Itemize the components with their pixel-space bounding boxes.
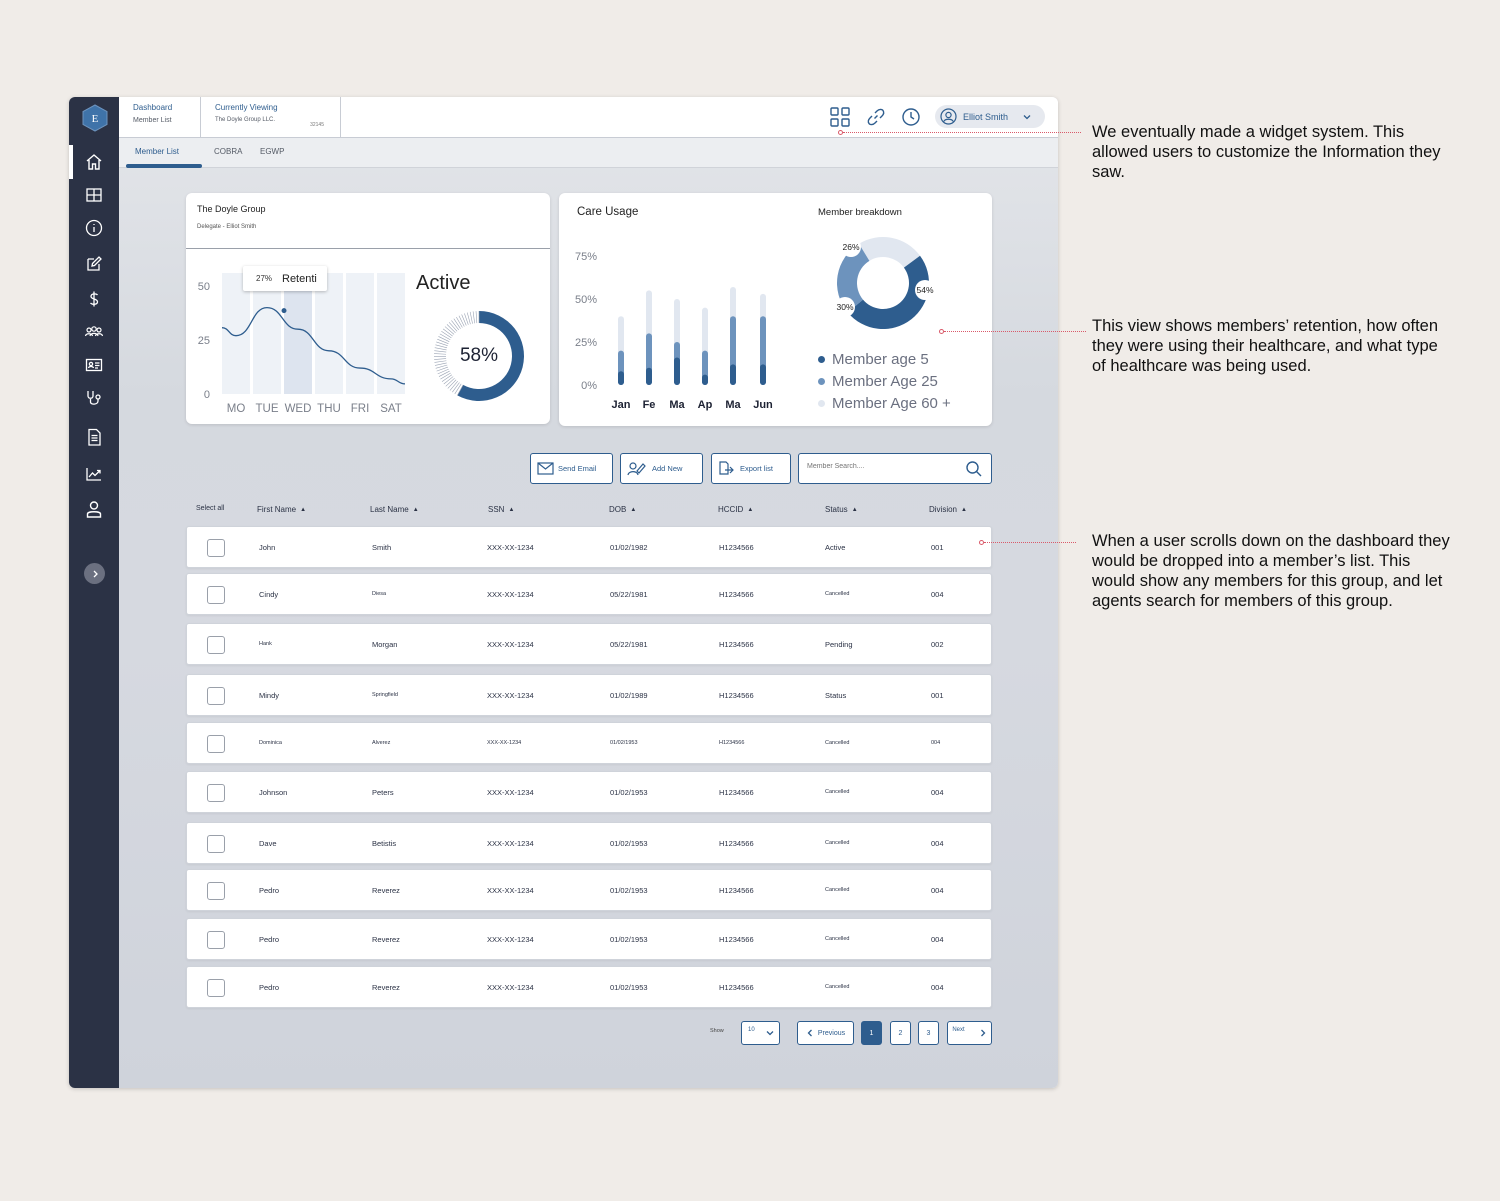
cell-dob: 01/02/1953 <box>610 740 638 746</box>
inactive-hatch <box>446 378 455 386</box>
table-row[interactable] <box>186 771 992 813</box>
cell-dob: 01/02/1989 <box>610 691 648 700</box>
breakdown-legend <box>818 348 951 414</box>
select-all[interactable]: Select all <box>196 505 225 512</box>
y-tick-label: 0% <box>581 380 597 392</box>
annotation-widgets: We eventually made a widget system. This allowed users to customize the Information they saw. <box>1092 123 1441 181</box>
chevron-right-icon <box>979 1028 987 1038</box>
cell-first-name: John <box>259 543 276 552</box>
row-checkbox[interactable] <box>207 586 225 604</box>
user-menu[interactable] <box>935 105 1045 128</box>
legend-item <box>818 392 951 414</box>
table-row[interactable] <box>186 918 992 960</box>
row-checkbox[interactable] <box>207 735 225 753</box>
legend-dot <box>818 400 825 407</box>
cell-ssn: XXX-XX-1234 <box>487 543 534 552</box>
cell-ssn: XXX-XX-1234 <box>487 590 534 599</box>
table-row[interactable] <box>186 966 992 1008</box>
col-last-name[interactable] <box>370 505 419 514</box>
document-icon[interactable] <box>82 425 106 449</box>
chevron-right-icon <box>90 569 100 579</box>
grid-icon[interactable] <box>82 183 106 207</box>
sort-icon: ▲︎ <box>300 506 307 513</box>
month-label: Jun <box>753 399 773 411</box>
breadcrumb-dashboard[interactable] <box>119 97 201 138</box>
breadcrumb-currently-viewing[interactable] <box>201 97 341 138</box>
cell-ssn: XXX-XX-1234 <box>487 788 534 797</box>
care-usage-title: Care Usage <box>577 206 639 218</box>
month-label: Ma <box>725 399 741 411</box>
stethoscope-icon[interactable] <box>82 386 106 410</box>
member-search[interactable] <box>798 453 992 484</box>
add-user-icon <box>627 461 646 476</box>
cell-hccid: H1234566 <box>719 640 754 649</box>
add-new-button[interactable] <box>620 453 703 484</box>
care-usage-widget[interactable] <box>559 193 992 426</box>
user-icon[interactable] <box>82 497 106 521</box>
cell-hccid: H1234566 <box>719 788 754 797</box>
avatar <box>940 108 957 125</box>
cell-first-name: Mindy <box>259 691 280 700</box>
search-icon[interactable] <box>965 460 983 478</box>
inactive-hatch <box>450 381 458 390</box>
cell-last-name: Reverez <box>372 935 400 944</box>
row-checkbox[interactable] <box>207 539 225 557</box>
export-icon <box>718 461 734 476</box>
chevron-down-icon <box>765 1028 775 1038</box>
col-hccid[interactable] <box>718 505 753 514</box>
month-label: Jan <box>611 399 631 411</box>
y-tick-label: 25 <box>197 335 210 347</box>
group-icon[interactable] <box>82 320 106 344</box>
cell-division: 002 <box>931 640 944 649</box>
chevron-down-icon <box>1022 112 1032 122</box>
per-page-value: 10 <box>748 1027 755 1033</box>
cell-division: 004 <box>931 886 944 895</box>
month-label: Ap <box>697 399 713 411</box>
sort-icon: ▲︎ <box>630 506 637 513</box>
row-checkbox[interactable] <box>207 882 225 900</box>
tab-member-list[interactable]: Member List <box>135 147 180 156</box>
info-icon[interactable] <box>82 216 106 240</box>
row-checkbox[interactable] <box>207 979 225 997</box>
cell-status: Cancelled <box>825 591 850 597</box>
inactive-hatch <box>459 316 464 327</box>
cell-status: Cancelled <box>825 887 850 893</box>
history-icon[interactable] <box>899 105 923 129</box>
cell-division: 001 <box>931 543 944 552</box>
mail-icon <box>537 462 554 475</box>
id-card-icon[interactable] <box>82 353 106 377</box>
column-label: HCCID <box>718 505 744 514</box>
row-checkbox[interactable] <box>207 636 225 654</box>
chevron-left-icon <box>806 1028 814 1038</box>
care-bar-dark <box>618 371 624 385</box>
main-content <box>119 97 1058 1088</box>
retention-column <box>315 273 343 394</box>
legend-dot <box>818 378 825 385</box>
legend-item <box>818 348 951 370</box>
inactive-hatch <box>443 329 453 336</box>
export-list-button[interactable] <box>711 453 791 484</box>
legend-label: Member Age 60 + <box>832 394 951 412</box>
cell-hccid: H1234566 <box>719 543 754 552</box>
cell-last-name: Diesa <box>372 591 387 597</box>
breakdown-label: 54% <box>916 285 934 295</box>
tooltip-value: 27% <box>256 274 273 283</box>
row-checkbox[interactable] <box>207 784 225 802</box>
tab-egwp[interactable]: EGWP <box>260 147 285 156</box>
tab-cobra[interactable]: COBRA <box>214 147 243 156</box>
nav-active-indicator <box>69 145 73 179</box>
annotation-connector <box>944 331 1086 332</box>
cell-first-name: Dave <box>259 839 277 848</box>
column-label: Division <box>929 505 958 514</box>
inactive-hatch <box>452 383 459 393</box>
cell-ssn: XXX-XX-1234 <box>487 886 534 895</box>
inactive-hatch <box>444 377 453 384</box>
cell-ssn: XXX-XX-1234 <box>487 640 534 649</box>
cell-hccid: H1234566 <box>719 590 754 599</box>
cell-status: Cancelled <box>825 984 850 990</box>
cell-status: Pending <box>825 640 853 649</box>
cell-first-name: Pedro <box>259 935 280 944</box>
legend-label: Member Age 25 <box>832 372 938 390</box>
cell-last-name: Reverez <box>372 886 400 895</box>
sort-icon: ▲︎ <box>747 506 754 513</box>
user-name: Elliot Smith <box>963 111 1009 122</box>
breakdown-title: Member breakdown <box>818 207 902 218</box>
cell-ssn: XXX-XX-1234 <box>487 691 534 700</box>
cell-last-name: Springfield <box>372 692 398 698</box>
cell-hccid: H1234566 <box>719 691 754 700</box>
analytics-icon[interactable] <box>82 462 106 486</box>
subtabs <box>119 138 1058 168</box>
tooltip-label: Retenti <box>282 273 317 285</box>
breadcrumb-subtitle: The Doyle Group LLC. <box>215 117 276 123</box>
cell-status: Cancelled <box>825 740 850 746</box>
active-label: Active <box>416 272 471 294</box>
care-bar-dark <box>730 364 736 385</box>
cell-dob: 01/02/1953 <box>610 886 648 895</box>
row-checkbox[interactable] <box>207 687 225 705</box>
retention-tooltip <box>243 266 327 291</box>
link-icon[interactable] <box>864 105 888 129</box>
cell-dob: 01/02/1953 <box>610 788 648 797</box>
cell-ssn: XXX-XX-1234 <box>487 935 534 944</box>
annotation-connector <box>843 132 1081 133</box>
sort-icon: ▲︎ <box>961 506 967 513</box>
inactive-hatch <box>454 319 461 329</box>
inactive-hatch <box>456 317 462 327</box>
logo-letter: E <box>91 113 99 125</box>
inactive-hatch <box>449 322 457 331</box>
day-label: TUE <box>255 403 279 415</box>
page-3-button[interactable]: 3 <box>918 1021 939 1045</box>
previous-label: Previous <box>817 1029 846 1037</box>
inactive-hatch <box>448 380 456 389</box>
legend-dot <box>818 356 825 363</box>
breadcrumb-title: Dashboard <box>133 103 173 112</box>
column-label: Last Name <box>370 505 409 514</box>
sort-icon: ▲︎ <box>508 506 515 513</box>
logo[interactable] <box>82 104 108 132</box>
breadcrumb-title: Currently Viewing <box>215 103 278 112</box>
cell-last-name: Peters <box>372 788 394 797</box>
cell-status: Cancelled <box>825 936 850 942</box>
retention-column <box>377 273 405 394</box>
annotation-member-list: When a user scrolls down on the dashboard they would be dropped into a member’s list. This would show any members for this group, and let agents search for members of this group. <box>1092 532 1450 610</box>
cell-ssn: XXX-XX-1234 <box>487 983 534 992</box>
export-list-label: Export list <box>740 464 773 473</box>
inactive-hatch <box>440 334 450 340</box>
breakdown-label: 30% <box>836 302 854 312</box>
sort-icon: ▲︎ <box>851 506 858 513</box>
row-checkbox[interactable] <box>207 835 225 853</box>
table-row[interactable] <box>186 526 992 568</box>
retention-column <box>222 273 250 394</box>
cell-dob: 05/22/1981 <box>610 640 648 649</box>
column-label: First Name <box>257 505 297 514</box>
care-bar-dark <box>702 375 708 385</box>
home-icon[interactable] <box>82 150 106 174</box>
cell-division: 004 <box>931 740 941 746</box>
cell-dob: 01/02/1953 <box>610 983 648 992</box>
cell-status: Status <box>825 691 847 700</box>
per-page-select[interactable] <box>741 1021 780 1045</box>
cell-dob: 05/22/1981 <box>610 590 648 599</box>
edit-icon[interactable] <box>82 252 106 276</box>
y-tick-label: 50 <box>197 281 210 293</box>
cell-first-name: Hank <box>259 641 272 647</box>
table-row[interactable] <box>186 623 992 665</box>
inactive-hatch <box>438 336 449 341</box>
retention-point <box>282 308 287 313</box>
table-row[interactable] <box>186 822 992 864</box>
col-ssn[interactable] <box>488 505 514 514</box>
y-tick-label: 50% <box>574 294 597 306</box>
care-bar-dark <box>760 364 766 385</box>
cell-ssn: XXX-XX-1234 <box>487 740 522 746</box>
cell-dob: 01/02/1953 <box>610 935 648 944</box>
search-input[interactable] <box>807 463 957 470</box>
table-row[interactable] <box>186 674 992 716</box>
col-first-name[interactable] <box>257 505 306 514</box>
annotation-connector <box>984 542 1076 543</box>
show-label: Show <box>710 1028 724 1034</box>
col-dob[interactable] <box>609 505 636 514</box>
y-tick-label: 75% <box>574 251 597 263</box>
next-label: Next <box>952 1027 965 1033</box>
table-row[interactable] <box>186 573 992 615</box>
day-label: THU <box>317 403 341 415</box>
month-label: Ma <box>669 399 685 411</box>
cell-status: Active <box>825 543 846 552</box>
legend-item <box>818 370 951 392</box>
inactive-hatch <box>439 371 450 376</box>
cell-dob: 01/02/1982 <box>610 543 648 552</box>
cell-hccid: H1234566 <box>719 740 745 746</box>
row-checkbox[interactable] <box>207 931 225 949</box>
breakdown-donut <box>828 225 948 345</box>
breakdown-label: 26% <box>842 242 860 252</box>
dollar-icon[interactable] <box>82 287 106 311</box>
cell-status: Cancelled <box>825 789 850 795</box>
page-2-button[interactable]: 2 <box>890 1021 911 1045</box>
care-bar-dark <box>674 357 680 385</box>
cell-hccid: H1234566 <box>719 935 754 944</box>
y-tick-label: 0 <box>203 389 210 401</box>
expand-sidebar-button[interactable] <box>84 563 105 584</box>
cell-last-name: Smith <box>372 543 392 552</box>
inactive-hatch <box>441 331 451 338</box>
inactive-hatch <box>451 320 458 329</box>
retention-column <box>346 273 374 394</box>
previous-page-button[interactable] <box>797 1021 854 1045</box>
cell-hccid: H1234566 <box>719 839 754 848</box>
table-row[interactable] <box>186 722 992 764</box>
cell-division: 004 <box>931 839 944 848</box>
column-label: Status <box>825 505 848 514</box>
inactive-hatch <box>470 312 472 324</box>
day-label: MO <box>226 403 246 415</box>
widgets-icon[interactable] <box>828 105 852 129</box>
send-email-button[interactable] <box>530 453 613 484</box>
cell-division: 001 <box>931 691 944 700</box>
cell-last-name: Betistis <box>372 839 397 848</box>
page-1-button[interactable]: 1 <box>861 1021 882 1045</box>
day-label: WED <box>284 403 312 415</box>
retention-widget[interactable] <box>186 193 550 424</box>
column-label: SSN <box>488 505 505 514</box>
cell-last-name: Reverez <box>372 983 400 992</box>
cell-last-name: Alverez <box>372 740 391 746</box>
inactive-hatch <box>476 311 477 323</box>
sidebar <box>69 97 119 1088</box>
cell-first-name: Pedro <box>259 886 280 895</box>
cell-hccid: H1234566 <box>719 886 754 895</box>
active-percent: 58% <box>459 345 499 366</box>
col-division[interactable] <box>929 505 967 514</box>
cell-last-name: Morgan <box>372 640 398 649</box>
inactive-hatch <box>473 311 475 323</box>
cell-division: 004 <box>931 935 944 944</box>
cell-first-name: Dominica <box>259 740 282 746</box>
inactive-hatch <box>440 373 450 379</box>
month-label: Fe <box>642 399 656 411</box>
add-new-label: Add New <box>652 464 683 473</box>
day-label: SAT <box>380 403 402 415</box>
inactive-hatch <box>447 324 456 332</box>
cell-first-name: Cindy <box>259 590 279 599</box>
send-email-label: Send Email <box>558 464 597 473</box>
cell-status: Cancelled <box>825 840 850 846</box>
cell-dob: 01/02/1953 <box>610 839 648 848</box>
breadcrumb-subtitle: Member List <box>133 117 172 124</box>
cell-first-name: Johnson <box>259 788 288 797</box>
cell-division: 004 <box>931 788 944 797</box>
column-label: DOB <box>609 505 627 514</box>
table-row[interactable] <box>186 869 992 911</box>
inactive-hatch <box>445 327 454 335</box>
next-page-button[interactable] <box>947 1021 992 1045</box>
care-bar-dark <box>646 368 652 385</box>
delegate-label: Delegate - Elliot Smith <box>197 224 257 230</box>
col-status[interactable] <box>825 505 858 514</box>
group-title: The Doyle Group <box>197 204 266 214</box>
sort-icon: ▲︎ <box>412 506 419 513</box>
cell-hccid: H1234566 <box>719 983 754 992</box>
inactive-hatch <box>442 375 452 382</box>
retention-column <box>253 273 281 394</box>
cell-ssn: XXX-XX-1234 <box>487 839 534 848</box>
group-code: 32145 <box>310 122 324 128</box>
day-label: FRI <box>350 403 370 415</box>
cell-division: 004 <box>931 983 944 992</box>
annotation-retention: This view shows members’ retention, how often they were using their healthcare, and what type of healthcare was being used. <box>1092 317 1439 375</box>
y-tick-label: 25% <box>574 337 597 349</box>
cell-first-name: Pedro <box>259 983 280 992</box>
app-window <box>69 97 1058 1088</box>
cell-division: 004 <box>931 590 944 599</box>
legend-label: Member age 5 <box>832 350 929 368</box>
active-tab-indicator <box>126 164 202 168</box>
